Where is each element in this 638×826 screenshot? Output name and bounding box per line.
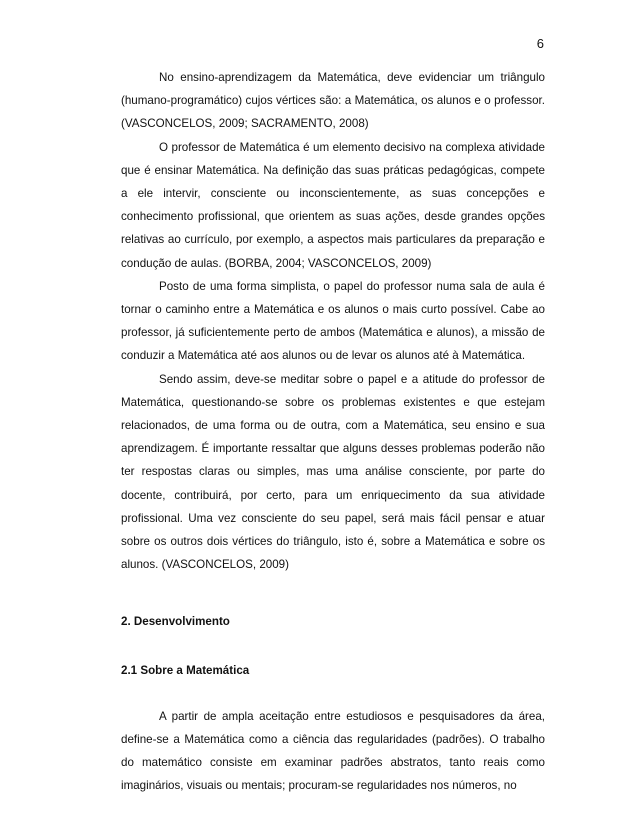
paragraph-mathematics-definition: A partir de ampla aceitação entre estudiosos e pesquisadores da área, define-se a Matemática como a ciência das regularidades (padrões). O trabalho do matemático consiste em examinar padrões abstratos, tanto reais como imaginários, visuais ou mentais; procuram-se regularidades nos números, no bbox=[121, 709, 545, 793]
paragraph-teacher-role: O professor de Matemática é um elemento decisivo na complexa atividade que é ensinar Matemática. Na definição das suas práticas pedagógicas, compete a ele intervir, consciente ou inconscientemente, as suas concepções e conhecimento profissional, que orientem as suas ações, desde grandes opções relativas ao currículo, por exemplo, a aspectos mais particulares da preparação e condução de aulas. (BORBA, 2004; VASCONCELOS, 2009) bbox=[121, 140, 545, 270]
section-heading: 2. Desenvolvimento bbox=[121, 615, 230, 629]
paragraph-triangle: No ensino-aprendizagem da Matemática, deve evidenciar um triângulo (humano-programático) cujos vértices são: a Matemática, os alunos e o professor. (VASCONCELOS, 2009; SACRAMENTO, 2008) bbox=[121, 71, 545, 131]
subsection-heading: 2.1 Sobre a Matemática bbox=[121, 663, 250, 677]
body-text bbox=[121, 66, 545, 798]
paragraph-shortest-path: Posto de uma forma simplista, o papel do professor numa sala de aula é tornar o caminho entre a Matemática e os alunos o mais curto possível. Cabe ao professor, já suficientemente perto de ambos (Matemática e alunos), a missão de conduzir a Matemática até aos alunos ou de levar os alunos até à Matemática. bbox=[121, 279, 545, 363]
page-number: 6 bbox=[536, 36, 544, 51]
paragraph-reflection: Sendo assim, deve-se meditar sobre o papel e a atitude do professor de Matemática, questionando-se sobre os problemas existentes e que estejam relacionados, de uma forma ou de outra, com a Matemática, seu ensino e sua aprendizagem. É importante ressaltar que alguns desses problemas poderão não ter respostas claras ou simples, mas uma análise consciente, por parte do docente, contribuirá, por certo, para um enriquecimento da sua atividade profissional. Uma vez consciente do seu papel, será mais fácil pensar e atuar sobre os outros dois vértices do triângulo, isto é, sobre a Matemática e sobre os alunos. (VASCONCELOS, 2009) bbox=[121, 372, 545, 572]
